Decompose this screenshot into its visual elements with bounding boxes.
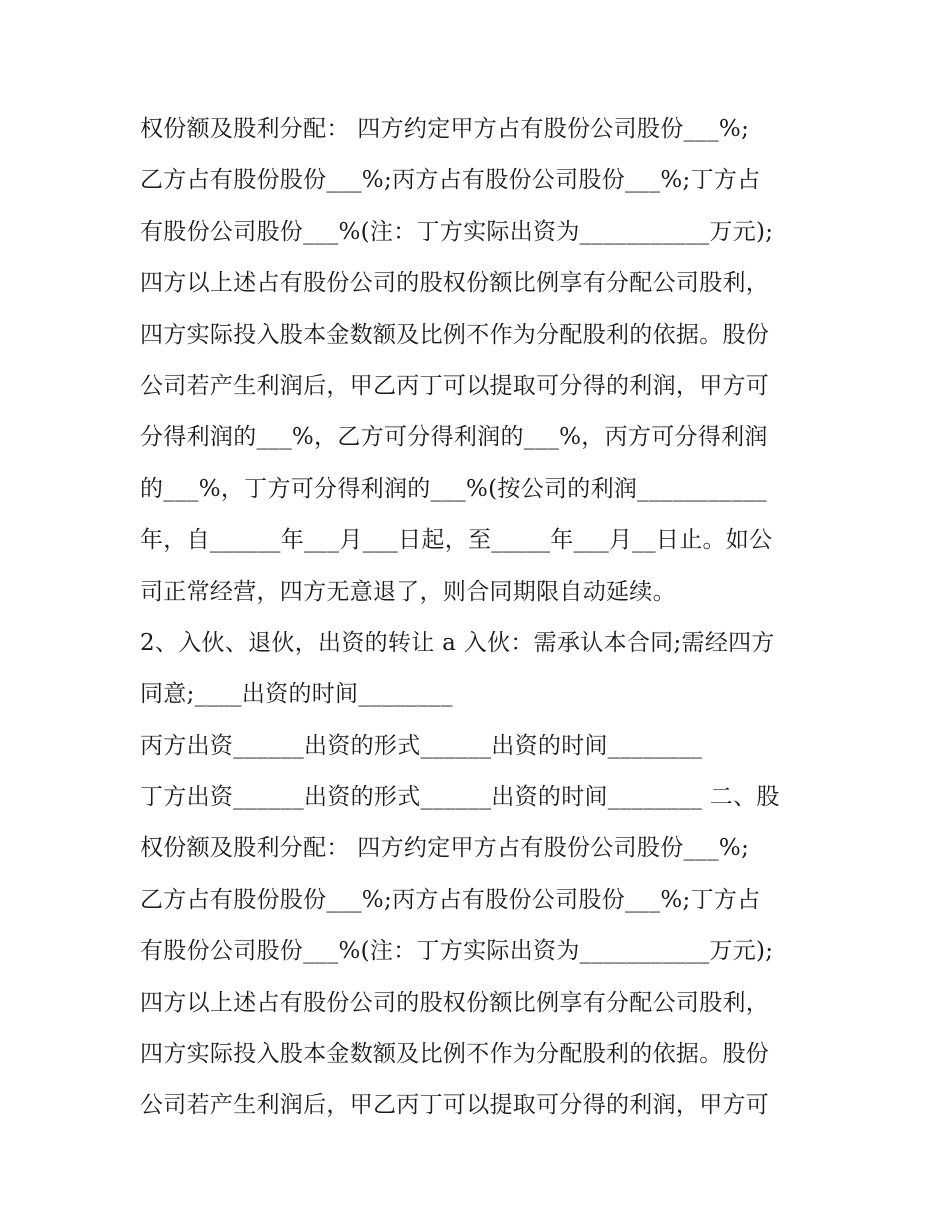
text-line: 丁方出资______出资的形式______出资的时间________ 二、股 [140, 784, 780, 811]
text-line: 公司若产生利润后，甲乙丙丁可以提取可分得的利润，甲方可 [140, 372, 770, 399]
text-line: 公司若产生利润后，甲乙丙丁可以提取可分得的利润，甲方可 [140, 1092, 770, 1119]
text-line: 权份额及股利分配： 四方约定甲方占有股份公司股份___%; [140, 835, 750, 862]
text-line: 四方实际投入股本金数额及比例不作为分配股利的依据。股份 [140, 321, 770, 348]
text-line: 丙方出资______出资的形式______出资的时间________ [140, 732, 703, 759]
text-line: 有股份公司股份___%(注：丁方实际出资为___________万元); [140, 938, 774, 965]
text-line: 乙方占有股份股份___%;丙方占有股份公司股份___%;丁方占 [140, 886, 761, 913]
text-line: 权份额及股利分配： 四方约定甲方占有股份公司股份___%; [140, 116, 750, 142]
text-line: 乙方占有股份股份___%;丙方占有股份公司股份___%;丁方占 [140, 167, 761, 194]
text-line: 2、入伙、退伙，出资的转让 a 入伙：需承认本合同;需经四方 [140, 629, 775, 656]
text-line: 四方以上述占有股份公司的股权份额比例享有分配公司股利， [140, 989, 770, 1016]
document-body [140, 104, 840, 1132]
text-line: 分得利润的___%，乙方可分得利润的___%，丙方可分得利润 [140, 424, 768, 451]
text-line: 同意;____出资的时间________ [140, 681, 453, 708]
text-line: 四方实际投入股本金数额及比例不作为分配股利的依据。股份 [140, 1041, 770, 1068]
text-line: 的___%，丁方可分得利润的___%(按公司的利润___________ [140, 475, 767, 502]
text-line: 年，自______年___月___日起，至_____年___月__日止。如公 [140, 527, 773, 554]
text-line: 四方以上述占有股份公司的股权份额比例享有分配公司股利， [140, 270, 770, 297]
text-line: 司正常经营，四方无意退了，则合同期限自动延续。 [140, 578, 676, 605]
text-line: 有股份公司股份___%(注：丁方实际出资为___________万元); [140, 218, 774, 245]
